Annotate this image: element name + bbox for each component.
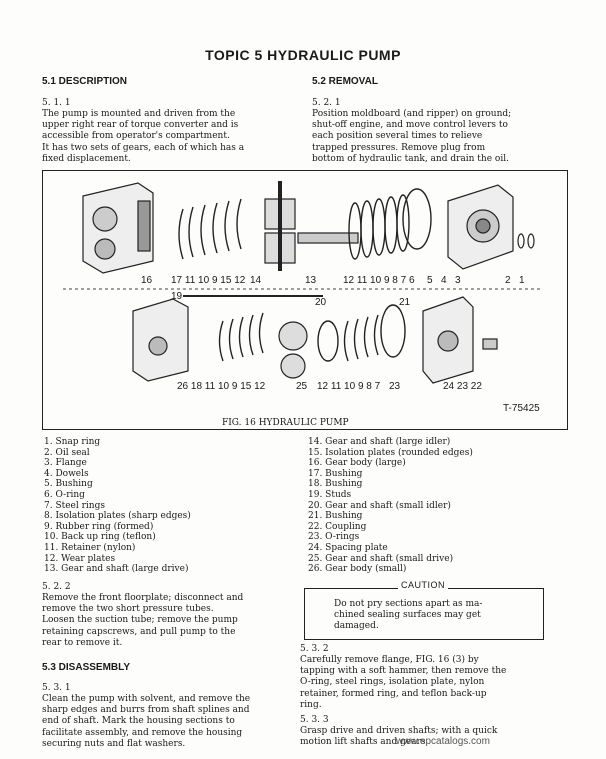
- caution-title: CAUTION: [398, 580, 448, 590]
- label-26-12: 26 18 11 10 9 15 12: [177, 381, 266, 392]
- label-4: 4: [441, 275, 447, 286]
- label-1: 1: [519, 275, 525, 286]
- disassembly-number: 5. 3. 1: [42, 683, 71, 693]
- list-item: 23. O-rings: [308, 532, 360, 543]
- rings-top-left-icon: [179, 199, 241, 259]
- list-item: 11. Retainer (nylon): [44, 542, 136, 553]
- disassembly-text: [42, 694, 250, 750]
- rings-bottom-left-icon: [220, 313, 264, 361]
- text-line: motion lift shafts and gears: [300, 737, 426, 748]
- text-line: Remove the front floorplate; disconnect and: [42, 593, 244, 603]
- list-item: 18. Bushing: [308, 479, 363, 490]
- disassembly-text-2: [300, 655, 506, 711]
- list-item: 19. Studs: [308, 489, 352, 500]
- label-12-6: 12 11 10 9 8 7 6: [343, 275, 415, 286]
- list-item: 2. Oil seal: [44, 447, 90, 458]
- list-item: 20. Gear and shaft (small idler): [308, 500, 451, 511]
- label-20: 20: [315, 297, 327, 308]
- removal-heading: 5.2 REMOVAL: [312, 76, 378, 87]
- list-item: 26. Gear body (small): [308, 564, 407, 575]
- text-line: Grasp drive and driven shafts; with a quick: [300, 726, 498, 736]
- label-16: 16: [141, 275, 153, 286]
- figure-hydraulic-pump: [42, 170, 568, 430]
- list-item: 10. Back up ring (teflon): [44, 532, 156, 543]
- text-line: Clean the pump with solvent, and remove the: [42, 694, 251, 704]
- removal-text-2: [42, 593, 243, 649]
- text-line: remove the two short pressure tubes.: [42, 604, 214, 615]
- description-heading: 5.1 DESCRIPTION: [42, 76, 128, 87]
- list-item: 13. Gear and shaft (large drive): [44, 564, 189, 575]
- description-text: [42, 109, 244, 165]
- label-21: 21: [399, 297, 411, 308]
- parts-list-right: [308, 437, 473, 575]
- text-line: ring.: [300, 699, 322, 710]
- label-3: 3: [455, 275, 461, 286]
- rings-top-right-icon: [349, 189, 431, 259]
- label-25: 25: [296, 381, 308, 392]
- list-item: 8. Isolation plates (sharp edges): [44, 511, 191, 522]
- list-item: 12. Wear plates: [44, 553, 116, 564]
- disassembly-number-3: 5. 3. 3: [300, 715, 329, 725]
- caution-text: [334, 599, 482, 633]
- text-line: Loosen the suction tube; remove the pump: [42, 615, 238, 626]
- list-item: 6. O-ring: [44, 489, 85, 500]
- rings-bottom-right-icon: [318, 305, 405, 361]
- text-line: shut-off engine, and move control levers to: [312, 120, 508, 131]
- gear-body-small-icon: [133, 299, 188, 381]
- text-line: each position several times to relieve: [312, 131, 483, 142]
- seal-rings-icon: [518, 234, 534, 248]
- spacing-plate-icon: [423, 297, 473, 383]
- figure-caption: FIG. 16 HYDRAULIC PUMP: [218, 418, 353, 428]
- text-line: bottom of hydraulic tank, and drain the oil.: [312, 153, 509, 164]
- list-item: 1. Snap ring: [44, 437, 101, 447]
- list-item: 22. Coupling: [308, 521, 367, 532]
- flange-icon: [448, 185, 513, 269]
- description-number: 5. 1. 1: [42, 98, 71, 108]
- disassembly-heading: 5.3 DISASSEMBLY: [42, 662, 130, 673]
- list-item: 5. Bushing: [44, 479, 93, 490]
- gear-small-icon: [279, 322, 307, 378]
- topic-title: TOPIC 5 HYDRAULIC PUMP: [205, 47, 401, 63]
- text-line: securing nuts and flat washers.: [42, 738, 186, 749]
- text-line: chined sealing surfaces may get: [334, 610, 481, 621]
- list-item: 9. Rubber ring (formed): [44, 521, 154, 532]
- label-23: 23: [389, 381, 401, 392]
- text-line: Do not pry sections apart as ma-: [334, 599, 483, 609]
- text-line: The pump is mounted and driven from the: [42, 109, 236, 119]
- watermark: www.epcatalogs.com: [396, 736, 490, 747]
- removal-number-2: 5. 2. 2: [42, 582, 71, 592]
- text-line: Carefully remove flange, FIG. 16 (3) by: [300, 655, 479, 665]
- label-13: 13: [305, 275, 317, 286]
- text-line: O-ring, steel rings, isolation plate, nylon: [300, 677, 485, 688]
- label-14: 14: [250, 275, 262, 286]
- coupling-icon: [483, 339, 497, 349]
- list-item: 25. Gear and shaft (small drive): [308, 553, 454, 564]
- parts-list-left: [44, 437, 191, 575]
- label-5: 5: [427, 275, 433, 286]
- text-line: It has two sets of gears, each of which has a: [42, 142, 245, 153]
- disassembly-number-2: 5. 3. 2: [300, 644, 329, 654]
- list-item: 21. Bushing: [308, 511, 363, 522]
- list-item: 7. Steel rings: [44, 500, 105, 511]
- label-19: 19: [171, 291, 183, 302]
- removal-number: 5. 2. 1: [312, 98, 341, 108]
- gear-large-idler-icon: [265, 181, 295, 271]
- text-line: facilitate assembly, and remove the housing: [42, 727, 243, 738]
- list-item: 4. Dowels: [44, 468, 89, 479]
- text-line: accessible from operator's compartment.: [42, 131, 230, 142]
- list-item: 16. Gear body (large): [308, 458, 406, 469]
- label-12-7: 12 11 10 9 8 7: [317, 381, 381, 392]
- label-2: 2: [505, 275, 511, 286]
- list-item: 15. Isolation plates (rounded edges): [308, 447, 473, 458]
- text-line: retainer, formed ring, and teflon back-up: [300, 688, 487, 699]
- list-item: 14. Gear and shaft (large idler): [308, 437, 451, 447]
- removal-text: [312, 109, 511, 165]
- text-line: rear to remove it.: [42, 637, 123, 648]
- gear-body-large-icon: [83, 183, 153, 273]
- label-24-22: 24 23 22: [443, 381, 482, 392]
- text-line: sharp edges and burrs from shaft splines and: [42, 705, 250, 716]
- figure-reference: T-75425: [503, 403, 540, 414]
- text-line: Position moldboard (and ripper) on ground;: [312, 109, 512, 119]
- text-line: damaged.: [334, 621, 379, 632]
- text-line: tapping with a soft hammer, then remove the: [300, 666, 507, 677]
- text-line: retaining capscrews, and pull pump to the: [42, 626, 236, 637]
- text-line: end of shaft. Mark the housing sections to: [42, 716, 235, 727]
- text-line: fixed displacement.: [42, 153, 131, 164]
- exploded-pump-diagram: [43, 171, 567, 429]
- list-item: 24. Spacing plate: [308, 542, 388, 553]
- text-line: upper right rear of torque converter and is: [42, 120, 239, 131]
- list-item: 17. Bushing: [308, 468, 363, 479]
- label-17-12: 17 11 10 9 15 12: [171, 275, 246, 286]
- text-line: trapped pressures. Remove plug from: [312, 142, 486, 153]
- list-item: 3. Flange: [44, 458, 87, 469]
